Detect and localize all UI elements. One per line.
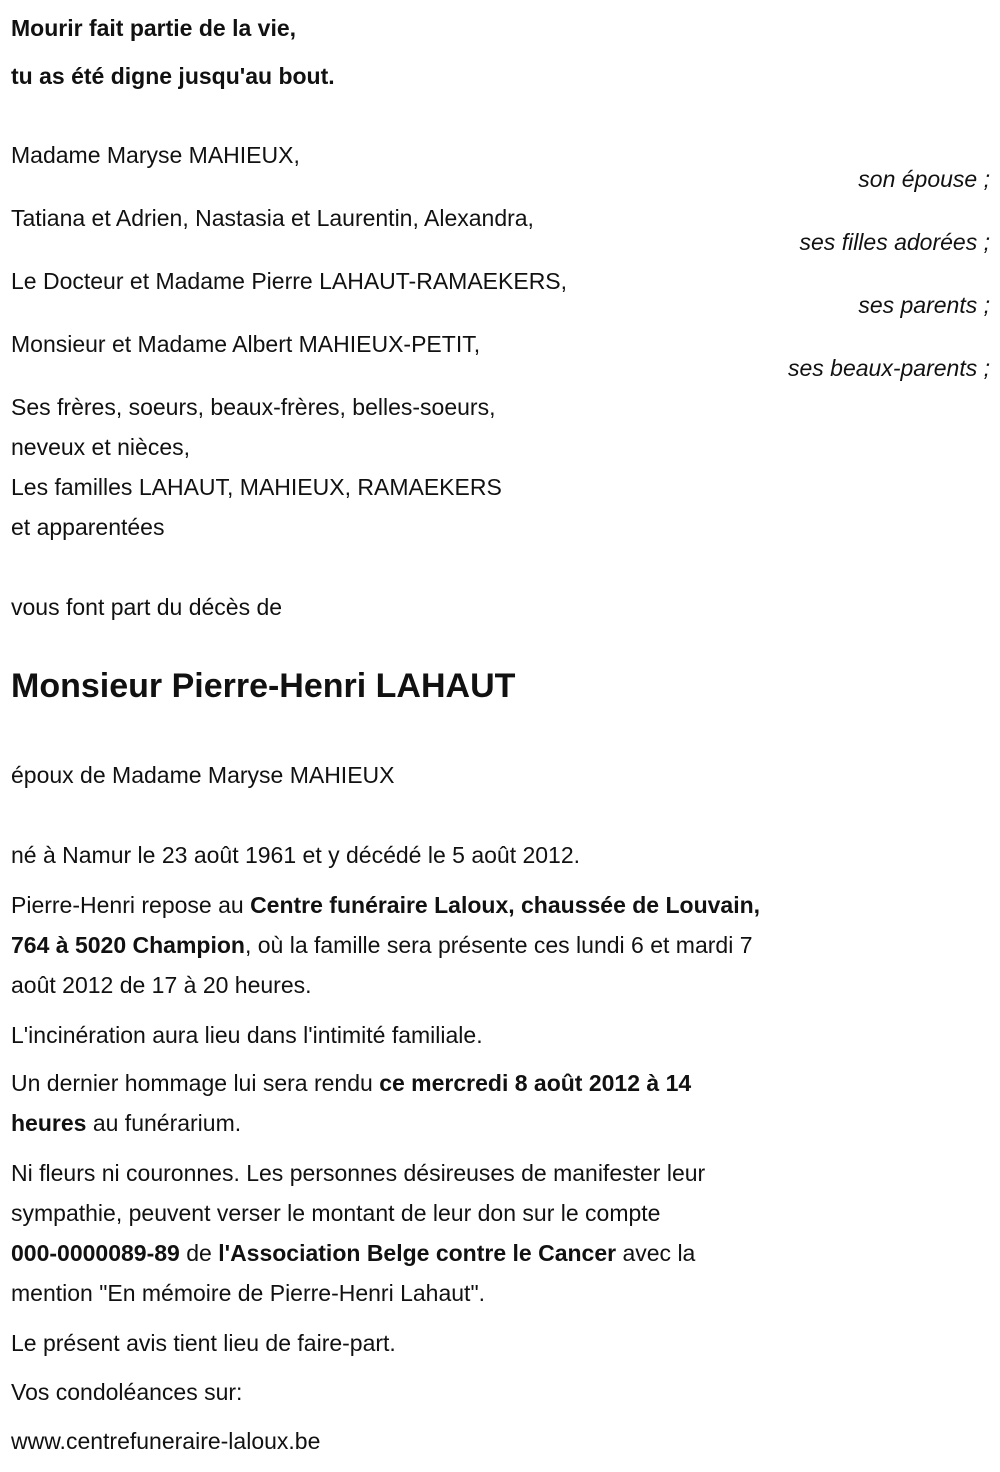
others-line: neveux et nièces, — [11, 434, 191, 460]
tribute-date: ce mercredi 8 août 2012 à 14 — [379, 1070, 692, 1096]
repose-text: Pierre-Henri repose au — [11, 892, 251, 918]
family-name: Le Docteur et Madame Pierre LAHAUT-RAMAEKERS, — [11, 268, 568, 294]
donation-text: mention "En mémoire de Pierre-Henri Lahaut". — [11, 1280, 485, 1306]
others-line: et apparentées — [11, 514, 165, 540]
family-relation: ses beaux-parents ; — [787, 355, 990, 381]
cremation-line: L'incinération aura lieu dans l'intimité familiale. — [11, 1022, 483, 1048]
family-relation: son épouse ; — [858, 166, 990, 192]
family-name: Monsieur et Madame Albert MAHIEUX-PETIT, — [11, 331, 481, 357]
family-relation: ses parents ; — [858, 292, 990, 318]
birth-death-line: né à Namur le 23 août 1961 et y décédé le 5 août 2012. — [11, 842, 581, 868]
notice-line: Le présent avis tient lieu de faire-part. — [11, 1330, 396, 1356]
deceased-name: Monsieur Pierre-Henri LAHAUT — [11, 667, 516, 705]
tribute-text: Un dernier hommage lui sera rendu — [11, 1070, 380, 1096]
account-number: 000-0000089-89 — [11, 1240, 180, 1266]
donation-text: sympathie, peuvent verser le montant de leur don sur le compte — [11, 1200, 661, 1226]
family-name: Tatiana et Adrien, Nastasia et Laurentin, Alexandra, — [11, 205, 534, 231]
tribute-paragraph — [11, 1063, 691, 1143]
spouse-line: époux de Madame Maryse MAHIEUX — [11, 762, 395, 788]
motto-line-1: Mourir fait partie de la vie, — [11, 15, 297, 41]
charity-name: l'Association Belge contre le Cancer — [218, 1240, 617, 1266]
tribute-date: heures — [11, 1110, 87, 1136]
others-line: Les familles LAHAUT, MAHIEUX, RAMAEKERS — [11, 474, 502, 500]
funeral-center: Centre funéraire Laloux, chaussée de Louvain, — [250, 892, 761, 918]
others-line: Ses frères, soeurs, beaux-frères, belles-soeurs, — [11, 394, 496, 420]
donation-text: de — [179, 1240, 219, 1266]
condolences-label: Vos condoléances sur: — [11, 1379, 243, 1405]
funeral-address: 764 à 5020 Champion — [11, 932, 245, 958]
repose-text: août 2012 de 17 à 20 heures. — [11, 972, 312, 998]
family-name: Madame Maryse MAHIEUX, — [11, 142, 300, 168]
donation-text: Ni fleurs ni couronnes. Les personnes désireuses de manifester leur — [11, 1160, 706, 1186]
motto-line-2: tu as été digne jusqu'au bout. — [11, 63, 335, 89]
repose-text: , où la famille sera présente ces lundi 6 et mardi 7 — [244, 932, 753, 958]
repose-paragraph — [11, 885, 760, 1005]
donation-paragraph — [11, 1153, 705, 1313]
tribute-text: au funérarium. — [86, 1110, 242, 1136]
announcement: vous font part du décès de — [11, 594, 283, 620]
donation-text: avec la — [616, 1240, 696, 1266]
family-relation: ses filles adorées ; — [799, 229, 990, 255]
website-link[interactable]: www.centrefuneraire-laloux.be — [11, 1428, 321, 1454]
